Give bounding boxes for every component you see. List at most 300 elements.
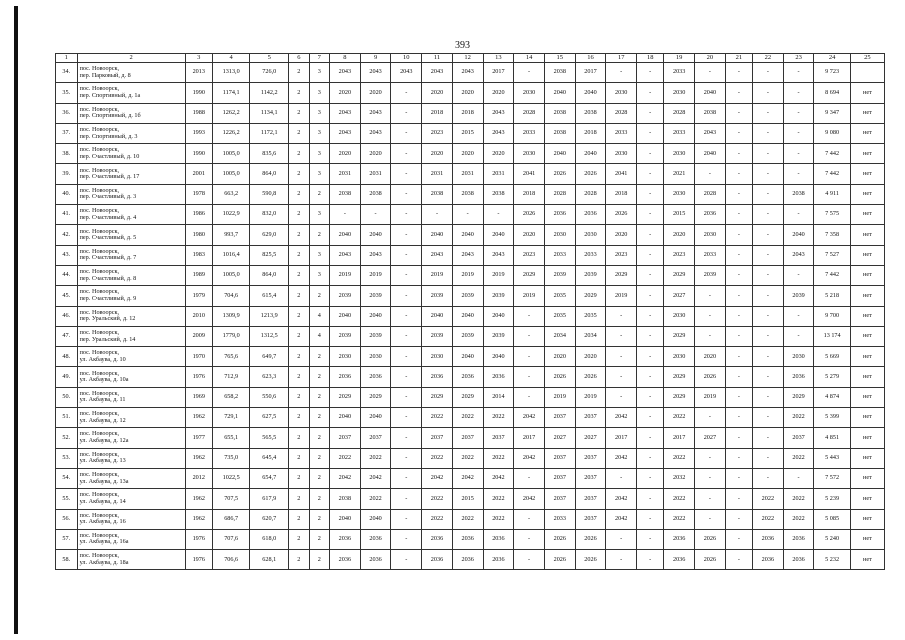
row-number: 48. — [56, 347, 78, 367]
table-cell: 2 — [289, 347, 309, 367]
table-cell: 2040 — [330, 306, 361, 326]
table-cell: 1989 — [185, 265, 212, 285]
table-cell: - — [637, 408, 664, 428]
table-cell: - — [783, 103, 814, 123]
address-line-1: пос. Новоорск, — [79, 227, 120, 235]
table-cell: 765,6 — [212, 347, 250, 367]
table-cell: 2026 — [544, 367, 575, 387]
address-cell — [77, 367, 185, 387]
table-cell: - — [783, 265, 814, 285]
table-cell: 2037 — [575, 408, 606, 428]
address-cell — [77, 225, 185, 245]
table-cell: 2019 — [452, 265, 483, 285]
table-cell: 7 442 — [814, 144, 850, 164]
table-cell: 2029 — [330, 387, 361, 407]
table-cell: 2020 — [360, 83, 391, 103]
table-cell: - — [391, 529, 422, 549]
table-cell — [850, 63, 884, 83]
address-cell — [77, 326, 185, 346]
table-cell: 9 347 — [814, 103, 850, 123]
table-cell: 2043 — [483, 123, 514, 143]
table-cell: нет — [850, 205, 884, 225]
table-cell: 2 — [289, 245, 309, 265]
table-cell: 735,0 — [212, 448, 250, 468]
table-cell: 2040 — [360, 408, 391, 428]
table-cell: 2040 — [695, 144, 726, 164]
table-cell: 2037 — [544, 448, 575, 468]
table-row — [56, 509, 885, 529]
table-cell: 2 — [309, 468, 329, 488]
table-cell: 2037 — [544, 468, 575, 488]
table-cell: 2041 — [514, 164, 545, 184]
table-cell: 2 — [309, 529, 329, 549]
table-cell: 2028 — [664, 103, 695, 123]
row-number: 56. — [56, 509, 78, 529]
table-cell: 2040 — [422, 225, 453, 245]
table-cell: - — [452, 205, 483, 225]
address-line-2: ул. Акбаува, д. 16а — [79, 538, 129, 546]
table-cell: 2029 — [664, 367, 695, 387]
table-cell: 2018 — [422, 103, 453, 123]
address-cell — [77, 468, 185, 488]
table-cell: - — [360, 205, 391, 225]
table-cell: 2043 — [452, 63, 483, 83]
table-cell: 1172,1 — [250, 123, 289, 143]
column-header: 22 — [753, 54, 784, 63]
table-cell: - — [783, 63, 814, 83]
table-cell: - — [753, 387, 784, 407]
table-row — [56, 123, 885, 143]
table-cell: 2033 — [514, 123, 545, 143]
table-cell: - — [753, 123, 784, 143]
table-cell: 2 — [289, 265, 309, 285]
table-cell: 2042 — [514, 408, 545, 428]
table-cell: 2 — [289, 306, 309, 326]
table-cell: 2019 — [514, 286, 545, 306]
table-cell: - — [391, 184, 422, 204]
table-cell: 2034 — [575, 326, 606, 346]
table-cell: 2 — [309, 387, 329, 407]
table-cell: 2030 — [664, 83, 695, 103]
table-cell: - — [753, 144, 784, 164]
table-cell: - — [637, 550, 664, 570]
table-cell: 2022 — [783, 509, 814, 529]
table-cell: 2036 — [360, 367, 391, 387]
table-cell: - — [695, 164, 726, 184]
table-cell: 2030 — [664, 184, 695, 204]
table-cell: 2042 — [606, 509, 637, 529]
table-cell: 2042 — [514, 489, 545, 509]
table-cell: 864,0 — [250, 164, 289, 184]
table-cell: 2 — [309, 550, 329, 570]
table-cell: 7 527 — [814, 245, 850, 265]
table-cell: 2037 — [575, 509, 606, 529]
column-header: 14 — [514, 54, 545, 63]
table-cell: - — [783, 83, 814, 103]
address-line-2: ул. Акбаува, д. 14 — [79, 497, 126, 505]
table-cell: 1262,2 — [212, 103, 250, 123]
table-cell: 2 — [289, 550, 309, 570]
table-row — [56, 468, 885, 488]
table-cell: 2019 — [695, 387, 726, 407]
address-line-2: пер. Уральский, д. 14 — [79, 335, 136, 343]
table-cell: 1779,0 — [212, 326, 250, 346]
table-cell: 2043 — [422, 245, 453, 265]
column-header: 5 — [250, 54, 289, 63]
table-cell: 2026 — [544, 550, 575, 570]
table-cell: 2043 — [360, 123, 391, 143]
table-cell: 2043 — [360, 245, 391, 265]
table-cell: - — [514, 509, 545, 529]
table-cell: 2 — [289, 286, 309, 306]
table-cell: 620,7 — [250, 509, 289, 529]
column-header: 23 — [783, 54, 814, 63]
table-cell: 2022 — [753, 489, 784, 509]
table-cell: - — [514, 367, 545, 387]
table-cell: - — [637, 225, 664, 245]
table-cell: 2 — [309, 408, 329, 428]
table-cell: - — [725, 387, 752, 407]
table-cell: нет — [850, 408, 884, 428]
column-header: 1 — [56, 54, 78, 63]
table-cell: 2027 — [695, 428, 726, 448]
table-cell: 5 399 — [814, 408, 850, 428]
table-cell: 623,3 — [250, 367, 289, 387]
table-cell: - — [725, 83, 752, 103]
address-cell — [77, 550, 185, 570]
table-cell: 2036 — [360, 550, 391, 570]
table-cell: 2036 — [695, 205, 726, 225]
table-cell: 2022 — [483, 448, 514, 468]
table-cell: - — [695, 489, 726, 509]
table-cell: 1005,0 — [212, 265, 250, 285]
table-cell: - — [637, 205, 664, 225]
address-line-1: пос. Новоорск, — [79, 471, 120, 479]
table-cell: 2 — [289, 144, 309, 164]
address-line-1: пос. Новоорск, — [79, 450, 120, 458]
table-cell: - — [725, 184, 752, 204]
table-cell: 8 694 — [814, 83, 850, 103]
table-cell: 2019 — [544, 387, 575, 407]
table-cell: 2020 — [695, 347, 726, 367]
table-cell: 2039 — [422, 326, 453, 346]
table-cell: 2022 — [330, 448, 361, 468]
table-cell: 2043 — [330, 245, 361, 265]
row-number: 51. — [56, 408, 78, 428]
table-cell: - — [695, 448, 726, 468]
table-cell: 2022 — [783, 408, 814, 428]
address-line-1: пос. Новоорск, — [79, 511, 120, 519]
row-number: 44. — [56, 265, 78, 285]
table-cell: 2020 — [330, 83, 361, 103]
table-cell: 3 — [309, 245, 329, 265]
table-cell: 2 — [309, 286, 329, 306]
address-line-2: ул. Акбаува, д. 12а — [79, 436, 129, 444]
table-cell: 2019 — [606, 286, 637, 306]
binding-bar — [14, 6, 18, 634]
table-cell: нет — [850, 468, 884, 488]
table-cell: 1016,4 — [212, 245, 250, 265]
table-cell: 2039 — [330, 326, 361, 346]
address-cell — [77, 184, 185, 204]
table-cell: 2 — [289, 448, 309, 468]
table-cell: 2017 — [606, 428, 637, 448]
table-cell: 2 — [309, 184, 329, 204]
column-header: 25 — [850, 54, 884, 63]
table-cell: 2037 — [575, 468, 606, 488]
table-cell: 2043 — [422, 63, 453, 83]
table-cell: 2001 — [185, 164, 212, 184]
table-cell: - — [753, 265, 784, 285]
table-row — [56, 306, 885, 326]
table-cell: 2 — [289, 103, 309, 123]
table-cell: - — [753, 164, 784, 184]
table-cell: 2037 — [452, 428, 483, 448]
table-cell: - — [753, 367, 784, 387]
table-cell: - — [725, 265, 752, 285]
table-cell: 2036 — [360, 529, 391, 549]
table-cell: 2029 — [575, 286, 606, 306]
table-cell: 2020 — [422, 83, 453, 103]
address-line-2: ул. Акбаува, д. 16 — [79, 518, 126, 526]
table-cell: 2020 — [575, 347, 606, 367]
table-cell: нет — [850, 529, 884, 549]
address-cell — [77, 306, 185, 326]
table-row — [56, 164, 885, 184]
column-header: 18 — [637, 54, 664, 63]
table-cell: 2028 — [514, 103, 545, 123]
table-cell: 5 443 — [814, 448, 850, 468]
table-cell: - — [783, 326, 814, 346]
table-cell: 4 911 — [814, 184, 850, 204]
table-cell: 2038 — [544, 123, 575, 143]
table-cell: - — [514, 347, 545, 367]
table-cell: 627,5 — [250, 408, 289, 428]
table-cell: - — [391, 306, 422, 326]
table-cell: 4 — [309, 326, 329, 346]
address-line-1: пос. Новоорск, — [79, 491, 120, 499]
table-cell: 590,8 — [250, 184, 289, 204]
address-cell — [77, 347, 185, 367]
table-cell: 2029 — [664, 326, 695, 346]
table-cell: 1983 — [185, 245, 212, 265]
table-cell: 2030 — [514, 144, 545, 164]
table-cell: - — [391, 550, 422, 570]
table-cell: 1022,9 — [212, 205, 250, 225]
address-line-1: пос. Новоорск, — [79, 85, 120, 93]
page-number: 393 — [455, 40, 470, 51]
table-cell: 1970 — [185, 347, 212, 367]
table-cell: 2040 — [452, 347, 483, 367]
table-cell: 2022 — [360, 489, 391, 509]
table-cell: 1986 — [185, 205, 212, 225]
table-cell: - — [606, 347, 637, 367]
table-cell: 5 239 — [814, 489, 850, 509]
table-cell: - — [330, 205, 361, 225]
table-cell: - — [725, 468, 752, 488]
table-cell: - — [637, 306, 664, 326]
table-row — [56, 265, 885, 285]
table-cell: 2035 — [544, 286, 575, 306]
table-cell: 2039 — [452, 286, 483, 306]
table-cell: - — [637, 144, 664, 164]
table-cell: - — [753, 205, 784, 225]
table-cell: 2035 — [575, 306, 606, 326]
table-cell: 1962 — [185, 509, 212, 529]
table-row — [56, 347, 885, 367]
table-cell: нет — [850, 225, 884, 245]
table-cell: 2018 — [606, 184, 637, 204]
address-line-2: ул. Акбаува, д. 13а — [79, 477, 129, 485]
address-line-1: пос. Новоорск, — [79, 126, 120, 134]
table-cell: нет — [850, 184, 884, 204]
table-cell: 2028 — [575, 184, 606, 204]
table-cell: 2040 — [783, 225, 814, 245]
table-cell: 2036 — [783, 367, 814, 387]
address-cell — [77, 509, 185, 529]
table-cell: 2042 — [452, 468, 483, 488]
table-cell: 2022 — [783, 448, 814, 468]
table-cell: 4 — [309, 306, 329, 326]
address-line-2: ул. Акбаува, д. 11 — [79, 396, 126, 404]
table-cell: - — [514, 63, 545, 83]
table-cell: 2029 — [664, 265, 695, 285]
table-cell: 2020 — [544, 347, 575, 367]
table-cell: 2 — [309, 509, 329, 529]
table-cell: 2039 — [575, 265, 606, 285]
address-cell — [77, 387, 185, 407]
table-cell: 2 — [289, 326, 309, 346]
table-cell: - — [391, 83, 422, 103]
table-cell: 2040 — [422, 306, 453, 326]
table-cell: 2026 — [544, 529, 575, 549]
table-cell: - — [753, 468, 784, 488]
table-cell: 2 — [289, 428, 309, 448]
table-cell: 2031 — [483, 164, 514, 184]
table-row — [56, 63, 885, 83]
table-cell: 2040 — [483, 225, 514, 245]
table-cell: 2020 — [514, 225, 545, 245]
table-cell: - — [783, 123, 814, 143]
table-cell: 2027 — [544, 428, 575, 448]
table-cell: - — [391, 123, 422, 143]
address-line-2: пер. Счастливый, д. 10 — [79, 152, 140, 160]
table-cell: 2022 — [664, 408, 695, 428]
table-cell: - — [514, 387, 545, 407]
table-cell: - — [725, 326, 752, 346]
table-cell: 1226,2 — [212, 123, 250, 143]
table-cell: 2034 — [544, 326, 575, 346]
table-cell: 2033 — [664, 63, 695, 83]
table-cell: - — [637, 387, 664, 407]
table-cell: 2042 — [483, 468, 514, 488]
table-cell: 2010 — [185, 306, 212, 326]
table-cell: 2022 — [422, 489, 453, 509]
table-cell: 2017 — [483, 63, 514, 83]
table-cell: 655,1 — [212, 428, 250, 448]
table-cell: 704,6 — [212, 286, 250, 306]
table-cell: нет — [850, 265, 884, 285]
table-cell: 864,0 — [250, 265, 289, 285]
table-cell: 2022 — [422, 448, 453, 468]
table-cell: 2031 — [452, 164, 483, 184]
table-cell: 1980 — [185, 225, 212, 245]
row-number: 49. — [56, 367, 78, 387]
table-cell: 2040 — [330, 509, 361, 529]
table-cell: 2023 — [514, 245, 545, 265]
address-line-1: пос. Новоорск, — [79, 329, 120, 336]
table-cell: - — [753, 184, 784, 204]
address-line-1: пос. Новоорск, — [79, 146, 120, 154]
table-cell: 2020 — [483, 144, 514, 164]
table-cell: нет — [850, 326, 884, 346]
table-cell: 2 — [289, 205, 309, 225]
table-cell: 2 — [309, 448, 329, 468]
table-cell: - — [637, 326, 664, 346]
table-cell: 2040 — [695, 83, 726, 103]
table-cell: 2033 — [664, 123, 695, 143]
table-cell: 2030 — [664, 347, 695, 367]
table-cell: 1990 — [185, 83, 212, 103]
table-cell: 2 — [309, 428, 329, 448]
table-cell: 2 — [289, 387, 309, 407]
table-cell: 2014 — [483, 387, 514, 407]
table-cell: - — [637, 347, 664, 367]
table-cell: 2040 — [483, 347, 514, 367]
table-row — [56, 550, 885, 570]
table-cell: 2036 — [664, 529, 695, 549]
address-line-1: пос. Новоорск, — [79, 389, 120, 397]
table-cell: 2036 — [422, 550, 453, 570]
table-cell: 2043 — [330, 123, 361, 143]
table-cell: 2020 — [422, 144, 453, 164]
table-cell: - — [753, 347, 784, 367]
table-cell: 2037 — [483, 428, 514, 448]
table-cell: 3 — [309, 144, 329, 164]
table-cell: нет — [850, 448, 884, 468]
table-cell: 2 — [309, 489, 329, 509]
table-cell: 617,9 — [250, 489, 289, 509]
table-cell: - — [725, 63, 752, 83]
table-cell: - — [783, 144, 814, 164]
table-cell: 3 — [309, 63, 329, 83]
table-cell: 1962 — [185, 408, 212, 428]
table-cell: 2043 — [695, 123, 726, 143]
table-cell: 2028 — [695, 184, 726, 204]
table-cell: 2037 — [422, 428, 453, 448]
address-line-1: пос. Новоорск, — [79, 288, 120, 296]
table-cell: 1005,0 — [212, 164, 250, 184]
table-cell: 2030 — [544, 225, 575, 245]
table-cell: 3 — [309, 123, 329, 143]
table-cell: 706,6 — [212, 550, 250, 570]
table-cell: 686,7 — [212, 509, 250, 529]
table-cell: 2042 — [606, 408, 637, 428]
table-cell: - — [514, 326, 545, 346]
table-cell: 2036 — [422, 367, 453, 387]
address-line-2: ул. Акбаува, д. 13 — [79, 457, 126, 465]
table-cell: - — [725, 123, 752, 143]
table-cell: 3 — [309, 103, 329, 123]
table-cell: 2020 — [452, 83, 483, 103]
table-cell: 2030 — [514, 83, 545, 103]
row-number: 34. — [56, 63, 78, 83]
address-line-2: ул. Акбаува, д. 10 — [79, 355, 126, 363]
table-cell: 2043 — [483, 103, 514, 123]
table-cell: 565,5 — [250, 428, 289, 448]
table-row — [56, 387, 885, 407]
table-cell: 2037 — [330, 428, 361, 448]
